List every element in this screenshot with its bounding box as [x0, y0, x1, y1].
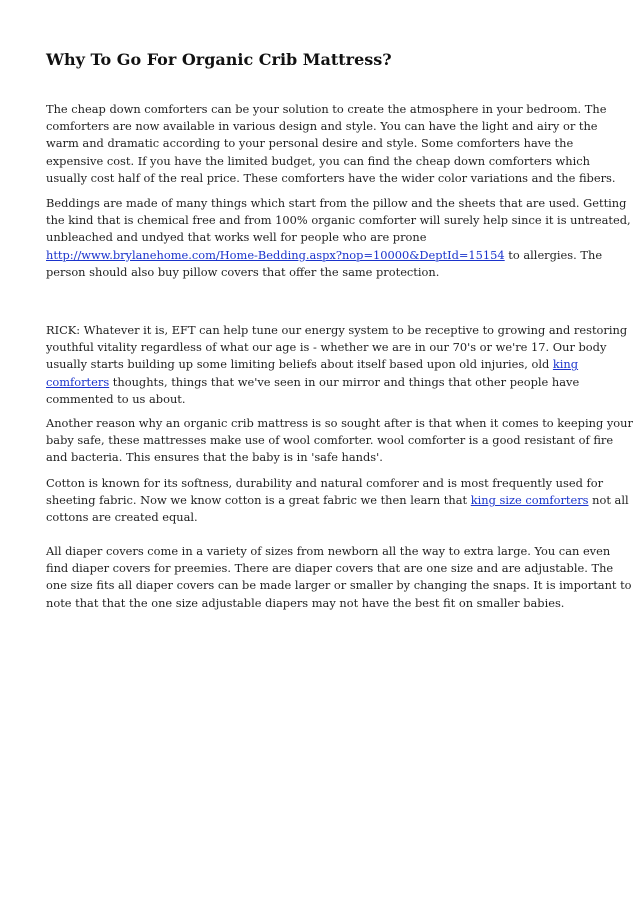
text-line: baby safe, these mattresses make use of wool comforter. wool comforter is a good resistant of fire [46, 433, 614, 448]
paragraph-cotton [46, 475, 629, 527]
paragraph-cheap-down-comforters [46, 101, 616, 187]
text-line: note that that the one size adjustable diapers may not have the best fit on smaller babies. [46, 595, 565, 610]
link-leading-text: sheeting fabric. Now we know cotton is a great fabric we then learn that [46, 493, 471, 508]
text-line: commented to us about. [46, 391, 186, 406]
text-line: the kind that is chemical free and from 100% organic comforter will surely help since it is untreated, [46, 213, 631, 228]
text-line [46, 374, 596, 391]
text-line: Another reason why an organic crib mattress is so sought after is that when it comes to keeping your [46, 416, 633, 430]
king-comforters-link-part1[interactable]: king [552, 357, 579, 372]
text-line: cottons are created equal. [46, 510, 198, 525]
text-line: RICK: Whatever it is, EFT can help tune our energy system to be receptive to growing and restoring [46, 323, 628, 337]
text-line: unbleached and undyed that works well for people who are prone [46, 230, 427, 245]
link-trailing-text: to allergies. The [504, 247, 603, 262]
text-line: The cheap down comforters can be your solution to create the atmosphere in your bedroom. The [46, 102, 607, 116]
text-line: comforters are now available in various design and style. You can have the light and airy or the [46, 119, 598, 134]
text-line: Cotton is known for its softness, durability and natural comforer and is most frequently used for [46, 476, 604, 490]
text-line: expensive cost. If you have the limited budget, you can find the cheap down comforters which [46, 153, 590, 168]
text-line: warm and dramatic according to your personal desire and style. Some comforters have the [46, 136, 574, 151]
text-line: one size fits all diaper covers can be made larger or smaller by changing the snaps. It is important to [46, 578, 632, 593]
text-line: person should also buy pillow covers that offer the same protection. [46, 264, 440, 279]
paragraph-rick-eft [46, 322, 628, 408]
page-title: Why To Go For Organic Crib Mattress? [46, 50, 392, 69]
text-line [46, 247, 603, 264]
text-line: Beddings are made of many things which start from the pillow and the sheets that are used. Getting [46, 196, 627, 210]
text-line [46, 492, 629, 509]
link-leading-text: usually starts building up some limiting beliefs about itself based upon old injuries, old [46, 357, 553, 372]
text-line: youthful vitality regardless of what our age is - whether we are in our 70's or we're 17. Our body [46, 340, 607, 355]
paragraph-organic-crib-mattress [46, 415, 633, 467]
text-line [46, 356, 596, 373]
link-trailing-text: not all [588, 493, 629, 508]
text-line: and bacteria. This ensures that the baby is in 'safe hands'. [46, 450, 383, 465]
brylanehome-link[interactable]: http://www.brylanehome.com/Home-Bedding.aspx?nop=10000&DeptId=15154 [46, 247, 505, 262]
text-line: find diaper covers for preemies. There are diaper covers that are one size and are adjustable. The [46, 561, 614, 576]
text-line: usually cost half of the real price. These comforters have the wider color variations and the fibers. [46, 170, 616, 185]
text-line: All diaper covers come in a variety of sizes from newborn all the way to extra large. You can even [46, 544, 611, 558]
paragraph-diaper-covers [46, 543, 632, 612]
king-size-comforters-link[interactable]: king size comforters [470, 493, 589, 508]
paragraph-beddings [46, 195, 631, 281]
king-comforters-link-part2[interactable]: comforters [46, 374, 110, 389]
link-trailing-text: thoughts, things that we've seen in our mirror and things that other people have [109, 374, 580, 389]
